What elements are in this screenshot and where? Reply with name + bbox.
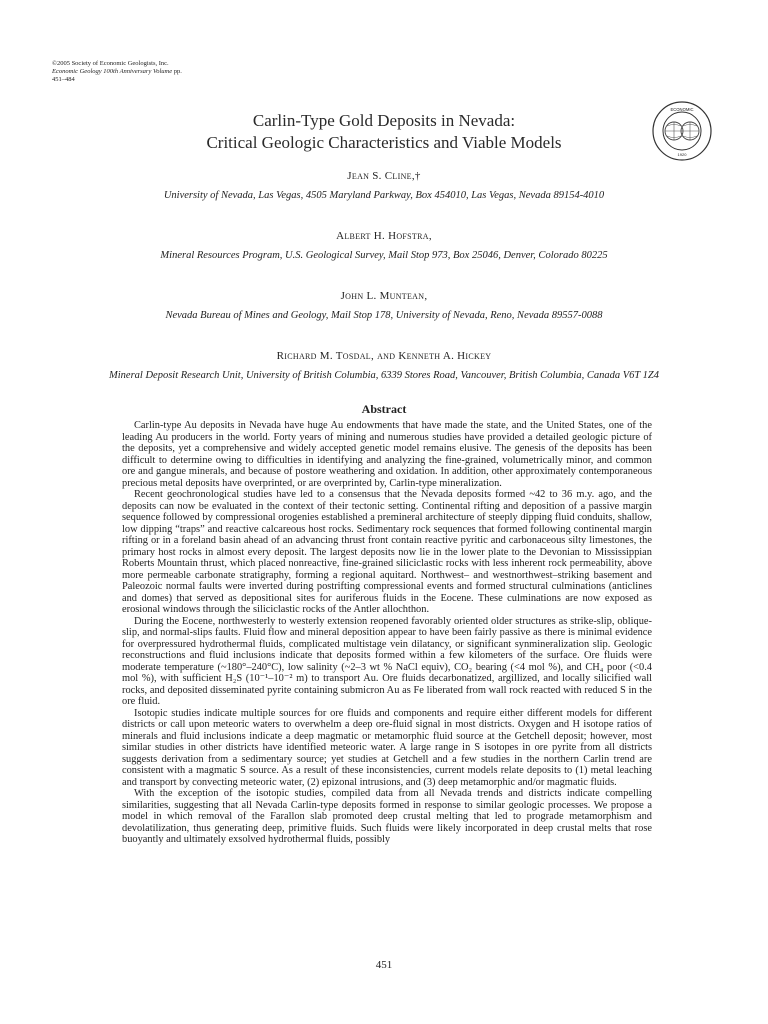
- abstract-paragraph: Carlin-type Au deposits in Nevada have huge Au endowments that have made the state, and the United States, one of the leading Au producers in the world. Forty years of mining and numerous studies have provided a detailed geologic picture of the deposits, yet a comprehensive and widely accepted genetic model remains elusive. The genesis of the deposits has been difficult to determine owing to difficulties in identifying and analyzing the fine-grained, volumetrically minor, and common ore and gangue minerals, and because of postore weathering and oxidation. In addition, other approximately contemporaneous precious metal deposits have overprinted, or are overprinted by, Carlin-type mineralization.: [122, 420, 652, 489]
- abstract-paragraph: With the exception of the isotopic studies, compiled data from all Nevada trends and districts indicate compelling similarities, suggesting that all Nevada Carlin-type deposits formed in response to similar geologic processes. We propose a model in which removal of the Farallon slab promoted deep crustal melting that led to prograde metamorphism and devolatilization, thus generating deep, primitive fluids. Such fluids were likely incorporated in deep crustal melts that rose buoyantly and ultimately exsolved hydrothermal fluids, possibly: [122, 788, 652, 845]
- affiliation-3: Nevada Bureau of Mines and Geology, Mail Stop 178, University of Nevada, Reno, Nevada 89557-0088: [165, 310, 603, 321]
- copyright-line: ©2005 Society of Economic Geologists, Inc.: [52, 60, 169, 67]
- paper-title: [0, 110, 768, 154]
- abstract-body: [122, 420, 652, 846]
- abstract-heading: Abstract: [361, 402, 407, 416]
- abstract-paragraph: Isotopic studies indicate multiple sources for ore fluids and components and require either different models for different districts or call upon meteoric waters to overwhelm a deep ore-fluid signal in most districts. Oxygen and H isotope ratios of minerals and fluid inclusions indicate a deep magmatic or metamorphic fluid source at the Getchell deposit; however, most similar studies in other districts have identified meteoric water. A large range in S isotopes in ore pyrite from all districts suggests derivation from a sedimentary source; yet studies at Getchell and a few studies in the northern Carlin trend are consistent with a magmatic S source. As a result of these inconsistencies, current models relate deposits to (1) metal leaching and transport by convecting meteoric water, (2) epizonal intrusions, and (3) deep metamorphic and/or magmatic fluids.: [122, 707, 652, 788]
- publication-header: [52, 60, 182, 84]
- author-2: Albert H. Hofstra,: [336, 230, 432, 242]
- journal-name: Economic Geology 100th Anniversary Volume: [52, 68, 173, 75]
- page-range: 451–484: [52, 76, 75, 83]
- author-3: John L. Muntean,: [340, 290, 428, 302]
- abstract-paragraph: During the Eocene, northwesterly to westerly extension reopened favorably oriented older structures as strike-slip, oblique-slip, and normal-slips faults. Fluid flow and mineral deposition appear to have been fairly passive as there is minimal evidence for overpressured hydrothermal fluids, complicated multistage vein dilatancy, or significant synmineralization slip. Geologic reconstructions and fluid inclusions indicate that deposits formed within a few kilometers of the surface. Ore fluids were moderate temperature (~180°–240°C), low salinity (~2–3 wt % NaCl equiv), CO₂ bearing (<4 mol %), and CH₄ poor (<0.4 mol %), with sufficient H₂S (10⁻¹–10⁻² m) to transport Au. Ore fluids decarbonatized, argillized, and locally silicified wall rocks, and deposited disseminated pyrite containing submicron Au as Fe liberated from wall rock reacted with reduced S in the ore fluid.: [122, 615, 652, 707]
- author-4: Richard M. Tosdal, and Kenneth A. Hickey: [276, 350, 492, 362]
- affiliation-1: University of Nevada, Las Vegas, 4505 Maryland Parkway, Box 454010, Las Vegas, Nevada 89154-4010: [163, 190, 605, 201]
- svg-text:ECONOMIC: ECONOMIC: [670, 107, 694, 112]
- abstract-paragraph: Recent geochronological studies have led to a consensus that the Nevada deposits formed ~42 to 36 m.y. ago, and the deposits can now be evaluated in the context of their tectonic setting. Continental rifting and deposition of a passive margin sequence followed by compressional orogenies established a premineral architecture of steeply dipping fluid conduits, shallow, low dipping “traps” and reactive calcareous host rocks. Sedimentary rock sequences that formed following continental margin rifting or in a foreland basin ahead of an advancing thrust front contain reactive pyritic and carbonaceous silty limestones, the primary host rocks in almost every deposit. The largest deposits now lie in the lower plate to the Devonian to Mississippian Roberts Mountain thrust, which placed nonreactive, fine-grained siliciclastic rocks with less inherent rock permeability, above more permeable carbonate stratigraphy, forming a regional aquitard. Northwest– and westnorthwest–striking basement and Paleozoic normal faults were inverted during postrifting compressional events and formed structural culminations (anticlines and domes) that served as depositional sites for auriferous fluids in the Eocene. These culminations are now exposed as erosional windows through the siliciclastic rocks of the Antler allochthon.: [122, 489, 652, 615]
- affiliation-2: Mineral Resources Program, U.S. Geological Survey, Mail Stop 973, Box 25046, Denver, Colorado 80225: [160, 250, 608, 261]
- page-number: 451: [375, 959, 393, 971]
- affiliation-4: Mineral Deposit Research Unit, University of British Columbia, 6339 Stores Road, Vancouver, British Columbia, Canada V6T 1Z4: [109, 370, 659, 381]
- title-line-2: Critical Geologic Characteristics and Viable Models: [206, 133, 562, 152]
- pages-prefix: pp.: [173, 68, 182, 75]
- journal-line: [52, 68, 182, 76]
- svg-text:1920: 1920: [677, 152, 687, 157]
- author-1: Jean S. Cline,†: [347, 170, 421, 182]
- title-line-1: Carlin-Type Gold Deposits in Nevada:: [252, 111, 516, 130]
